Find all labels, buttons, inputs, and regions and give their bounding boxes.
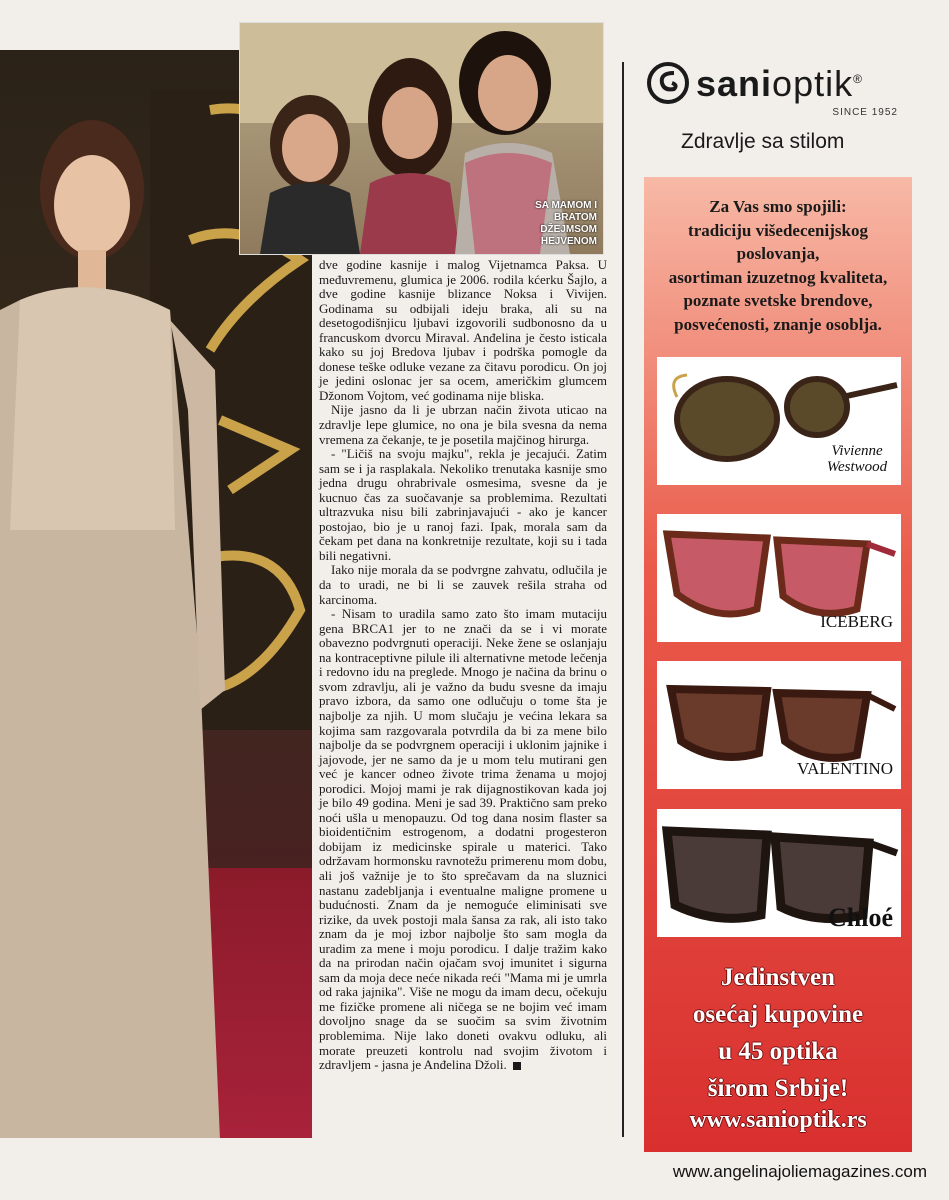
article-paragraph: - Nisam to uradila samo zato što imam mutaciju gena BRCA1 jer to ne znači da se i vi morate obavezno podvrgnuti operaciji. Neke žene se oslanjaju na kontraceptivne pilule ili alternativne metode lečenja i redovno idu na preglede. Mnogo je načina da brinu o svom zdravlju, ali je važno da budu svesne da imaju pravo izbora, da samo one odlučuju o tome šta je najbolje za njih. U mom slučaju je većina lekara sa kojima sam razgovarala potvrdila da bi za mene bilo najbolje da se podvrgnem operaciji i uklonim jajnike i jajovode, jer ne samo da je u mom telu mutirani gen već je kancer odneo živote trima ženama u mojoj porodici. Mojoj mami je rak dijagnostikovan kada joj je bilo 49 godina. Meni je sad 39. Praktično sam preko noći ušla u menopauzu. Od tog dana nosim flaster sa bioidentičnim estrogenom, a dodatni progesteron dobijam iz medicinske spirale u materici. Tako održavam hormonsku ravnotežu primerenu mom dobu, ali još važnije je to što sprečavam da na sluznici nastanu zadebljanja i eventualne maligne promene u budućnosti. Znam da je nemoguće eliminisati sve rizike, da uvek postoji mala šansa za rak, ali isto tako znam da je moj izbor najbolje što sam mogla da uradim za mene i moju porodicu. I dalje tražim kako da na prirodan način ojačam svoj imunitet i sigurna sam da moja dece neće nikada reći "Mama mi je umrla od raka jajnika". Više ne mogu da imam decu, očekuju me fizičke promene ali ničega se ne bojim već imam dovoljno snage da se suočim sa svim životnim problemima. Nije lako doneti ovakvu odluku, ali morate preuzeti kontrolu nad svojim životom i zdravljem - jasna je Anđelina Džoli. [319,606,607,1073]
caption-line: HEJVENOM [540,236,597,247]
intro-line: poznate svetske brendove, [683,291,873,310]
logo-wordmark [696,63,863,105]
intro-line: tradiciju višedecenijskog [688,220,868,240]
logo-registered: ® [853,72,863,86]
ad-intro [644,195,912,336]
tagline-line: Jedinstven [721,964,835,991]
product-valentino [657,661,901,789]
brand-label: ICEBERG [820,612,893,631]
intro-line: poslovanja, [736,244,820,263]
article-paragraph: Nije jasno da li je ubrzan način života uticao na zdravlje lepe glumice, no ona je bila svesna da nema vremena za čekanje, te je posetila majčinog hirurga. [319,402,607,447]
article-paragraph: dve godine kasnije i malog Vijetnamca Paksa. U međuvremenu, glumica je 2006. rodila kćerku Šajlo, a dve godine kasnije blizance Noksa i Vivijen. Godinama su odbijali ideju braka, ali su na desetogodišnjicu ljubavi izgovorili sudbonosno da u francuskom dvorcu Miraval. Anđelina je često isticala kako su joj Bredova ljubav i podrška pomogle da donese teške odluke vezane za čitavu porodicu. On joj je jedini oslonac jer sa ocem, američkim glumcem Džonom Vojtom, već godinama nije bliska. [319,257,607,403]
brand-label: VALENTINO [796,759,893,778]
end-of-article-mark [513,1062,521,1070]
caption-line: BRATOM [554,212,597,223]
photo-caption [507,200,597,248]
brand-label: Chloé [828,903,893,932]
article-text [319,258,607,1073]
product-iceberg [657,514,901,642]
article-paragraph: - "Ličiš na svoju majku", rekla je jecajući. Zatim sam se i ja rasplakala. Nekoliko trenutaka kasnije smo jedna drugu ohrabrivale osmesima, svesne da je kucnuo čas za suočavanje sa problemima. Rezultati ultrazvuka nisu bili zabrinjavajući - ako je kancer postojao, bio je u ranoj fazi. Ipak, morala sam da čekam pet dana na konkretnije rezultate, koji su i tada bili negativni. [319,446,607,563]
family-photo [239,22,604,255]
sanioptik-logo-icon [646,61,690,105]
tagline-line: u 45 optika [718,1038,838,1065]
logo-light: optik [772,63,854,104]
ad-tagline [644,959,912,1107]
intro-line: posvećenosti, znanje osoblja. [674,314,882,334]
product-chloe [657,809,901,937]
logo-bold: sani [696,63,773,104]
article-paragraph-last [319,607,607,1073]
brand-line: Vivienne [831,443,883,459]
caption-line: SA MAMOM I [535,200,597,211]
tagline-line: osećaj kupovine [692,1001,864,1028]
tagline-line: širom Srbije! [707,1075,849,1102]
brand-label [821,443,893,475]
intro-line: asortiman izuzetnog kvaliteta, [668,267,888,287]
article-paragraph: Iako nije morala da se podvrgne zahvatu, odlučila je da to uradi, ne bi li se zauvek rešila straha od karcinoma. [319,562,607,607]
woman-in-gown [0,110,240,1138]
intro-line: Za Vas smo spojili: [709,197,847,216]
sanioptik-ad [636,52,920,1152]
ad-red-panel [644,177,912,1152]
source-watermark: www.angelinajoliemagazines.com [672,1162,927,1181]
product-vivienne-westwood [657,357,901,485]
ad-website-link[interactable]: www.sanioptik.rs [689,1107,867,1133]
sanioptik-logo [646,57,916,117]
brand-line: Westwood [826,459,888,475]
ad-slogan: Zdravlje sa stilom [681,130,845,153]
logo-since: SINCE 1952 [832,107,898,118]
column-divider [622,62,624,1137]
caption-line: DŽEJMSOM [540,224,597,235]
